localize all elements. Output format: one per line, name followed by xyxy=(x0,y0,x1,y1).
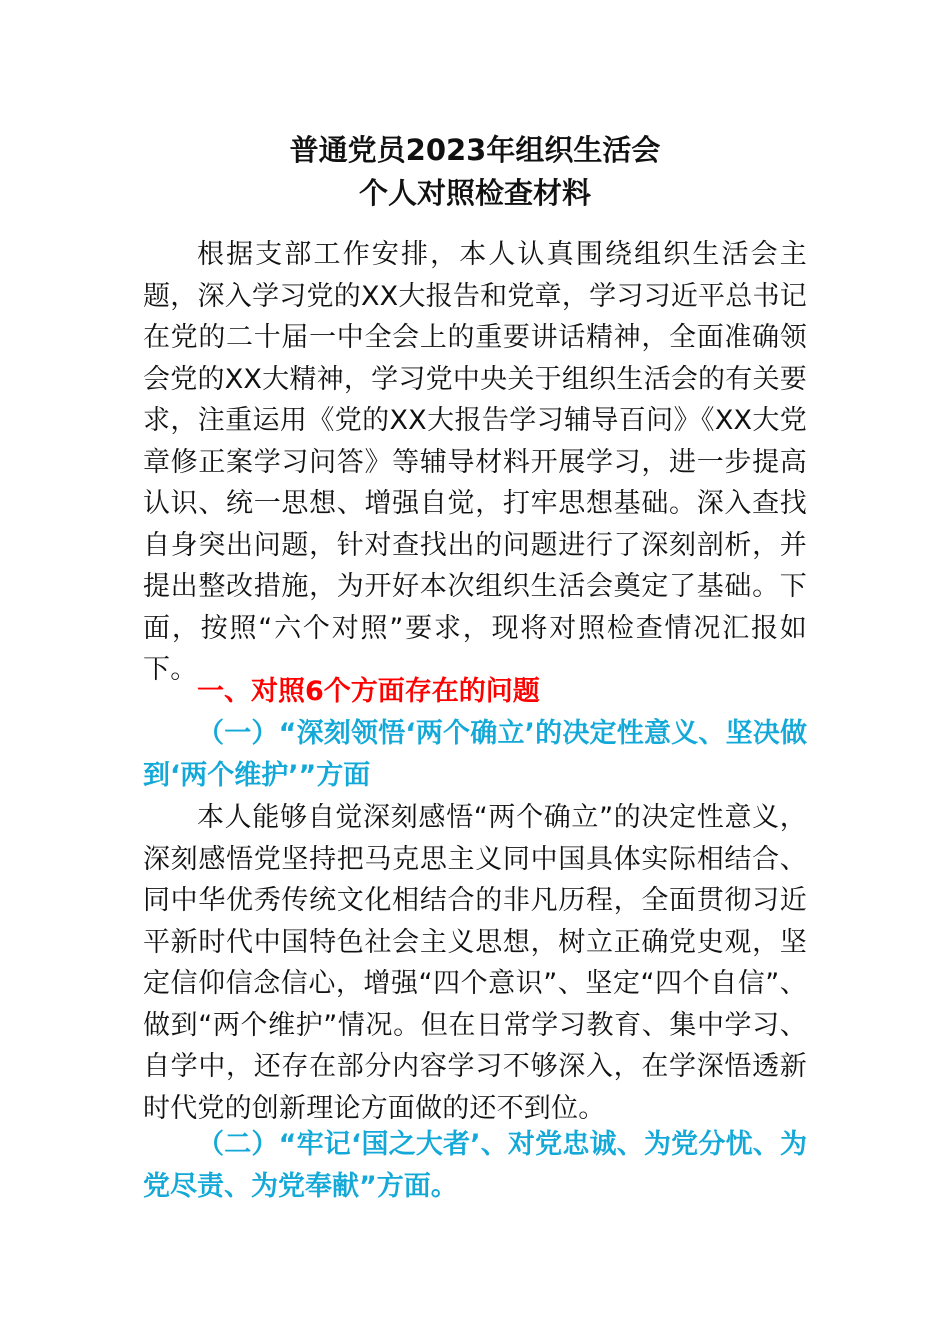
document-title: 普通党员2023年组织生活会 xyxy=(289,133,661,167)
subsection-1-paragraph: 本人能够自觉深刻感悟“两个确立”的决定性意义，深刻感悟党坚持把马克思主义同中国具体实际相结合、同中华优秀传统文化相结合的非凡历程，全面贯彻习近平新时代中国特色社会主义思想，树立正确党史观，坚定信仰信念信心，增强“四个意识”、坚定“四个自信”、做到“两个维护”情况。但在日常学习教育、集中学习、自学中，还存在部分内容学习不够深入，在学深悟透新时代党的创新理论方面做的还不到位。 xyxy=(143,802,807,1124)
subsection-2-heading: （二）“牢记‘国之大者’、对党忠诚、为党分忧、为党尽责、为党奉献”方面。 xyxy=(143,1129,807,1202)
document-subtitle: 个人对照检查材料 xyxy=(358,176,591,210)
section-heading: 一、对照6个方面存在的问题 xyxy=(197,676,540,707)
intro-paragraph: 根据支部工作安排，本人认真围绕组织生活会主题，深入学习党的XX大报告和党章，学习习近平总书记在党的二十届一中全会上的重要讲话精神，全面准确领会党的XX大精神，学习党中央关于组织生活会的有关要求，注重运用《党的XX大报告学习辅导百问》《XX大党章修正案学习问答》等辅导材料开展学习，进一步提高认识、统一思想、增强自觉，打牢思想基础。深入查找自身突出问题，针对查找出的问题进行了深刻剖析，并提出整改措施，为开好本次组织生活会奠定了基础。下面，按照“六个对照”要求，现将对照检查情况汇报如下。 xyxy=(143,239,807,685)
subsection-1-heading: （一）“深刻领悟‘两个确立’的决定性意义、坚决做到‘两个维护’”方面 xyxy=(143,718,807,791)
